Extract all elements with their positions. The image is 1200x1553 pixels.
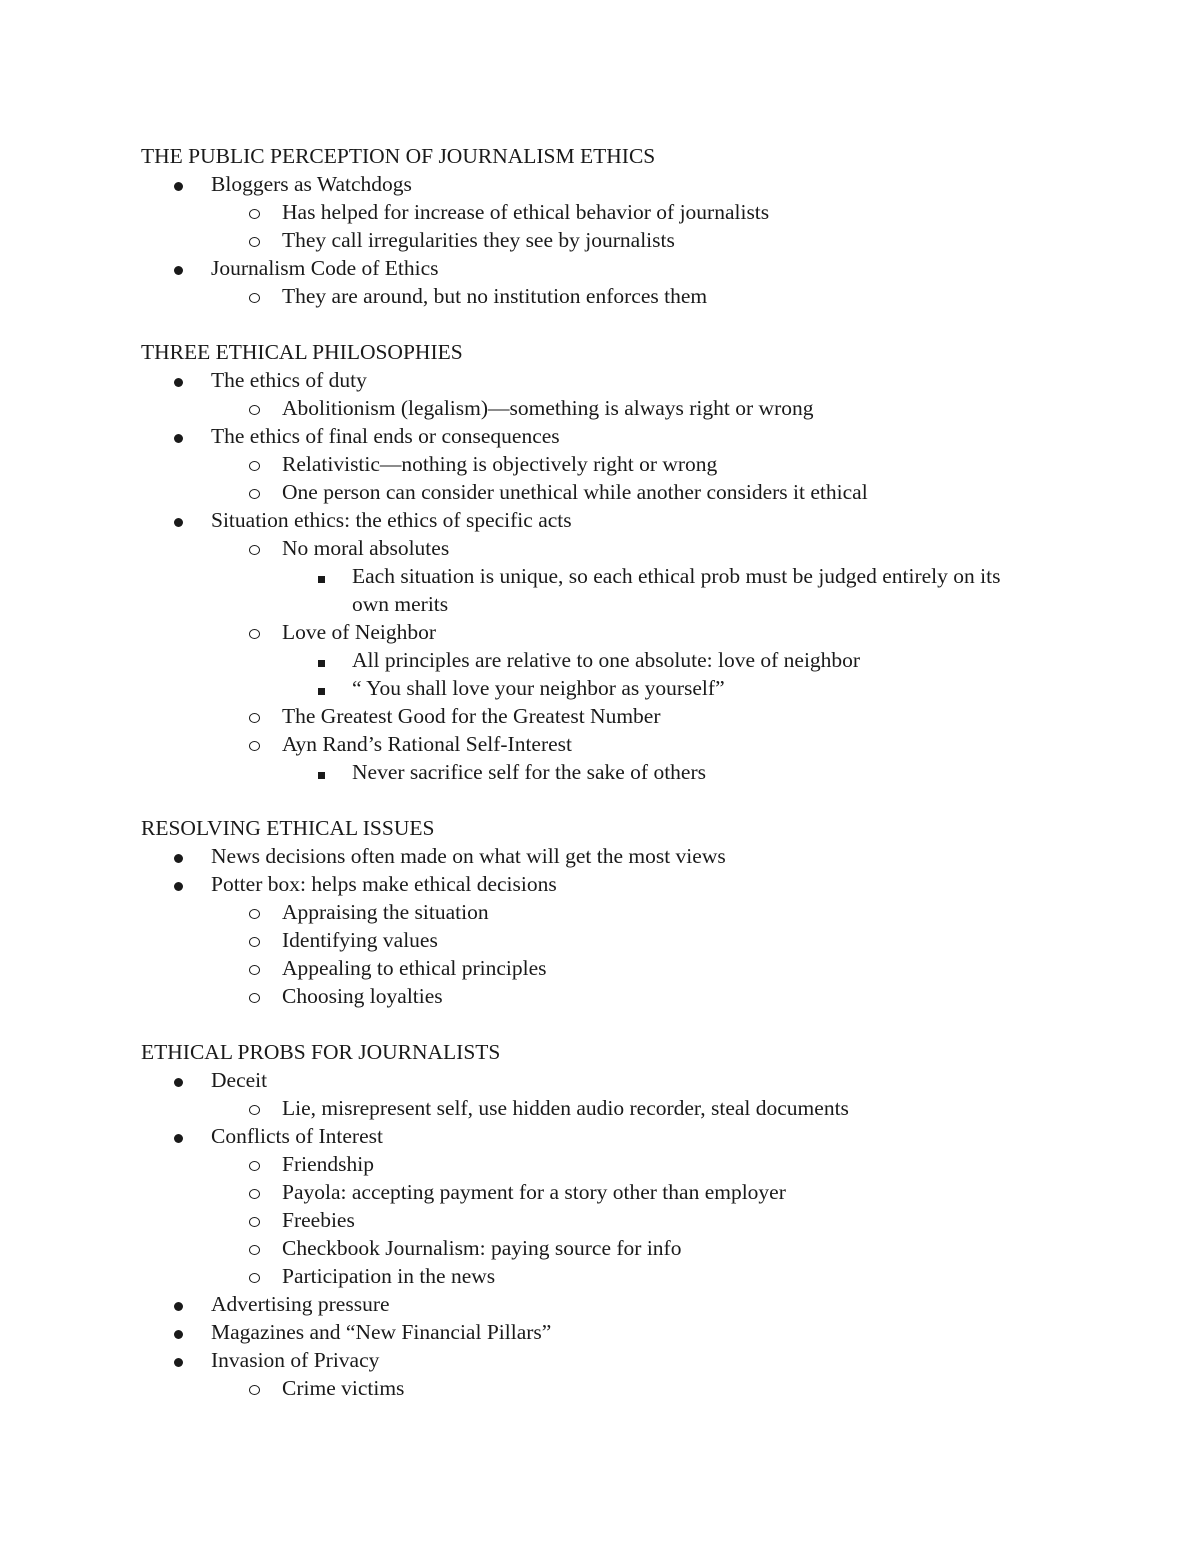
section-heading: THREE ETHICAL PHILOSOPHIES bbox=[141, 340, 463, 364]
outline-level-3 bbox=[0, 758, 1200, 786]
document-body bbox=[0, 142, 1200, 1430]
list-item bbox=[0, 1066, 1200, 1122]
list-item bbox=[0, 562, 1200, 618]
list-item-text: The ethics of duty bbox=[211, 368, 367, 392]
bullet-circle-icon bbox=[249, 226, 260, 254]
bullet-circle-icon bbox=[249, 450, 260, 478]
outline-level-2 bbox=[0, 394, 1200, 422]
bullet-square-icon bbox=[318, 562, 325, 590]
list-item bbox=[0, 1262, 1200, 1290]
list-item-text: The ethics of final ends or consequences bbox=[211, 424, 560, 448]
bullet-circle-icon bbox=[249, 702, 260, 730]
bullet-circle-icon bbox=[249, 730, 260, 758]
list-item-text: Identifying values bbox=[282, 928, 438, 952]
list-item bbox=[0, 534, 1200, 618]
list-item bbox=[0, 394, 1200, 422]
bullet-circle-icon bbox=[249, 282, 260, 310]
bullet-dot-icon bbox=[174, 1346, 183, 1374]
bullet-circle-icon bbox=[249, 982, 260, 1010]
list-item bbox=[0, 1374, 1200, 1402]
bullet-circle-icon bbox=[249, 954, 260, 982]
list-item-text: Magazines and “New Financial Pillars” bbox=[211, 1320, 552, 1344]
list-item bbox=[0, 450, 1200, 478]
outline-level-1 bbox=[0, 842, 1200, 1010]
bullet-circle-icon bbox=[249, 618, 260, 646]
bullet-dot-icon bbox=[174, 170, 183, 198]
list-item-text: Crime victims bbox=[282, 1376, 405, 1400]
list-item-text: Journalism Code of Ethics bbox=[211, 256, 439, 280]
list-item-text: Never sacrifice self for the sake of others bbox=[352, 760, 706, 784]
bullet-dot-icon bbox=[174, 1318, 183, 1346]
list-item-text: Abolitionism (legalism)—something is always right or wrong bbox=[282, 396, 814, 420]
list-item bbox=[0, 366, 1200, 422]
list-item bbox=[0, 618, 1200, 702]
list-item-text: They call irregularities they see by journalists bbox=[282, 228, 675, 252]
bullet-circle-icon bbox=[249, 478, 260, 506]
bullet-circle-icon bbox=[249, 1094, 260, 1122]
outline-level-3 bbox=[0, 646, 1200, 702]
list-item bbox=[0, 954, 1200, 982]
bullet-square-icon bbox=[318, 758, 325, 786]
list-item-text: Situation ethics: the ethics of specific acts bbox=[211, 508, 572, 532]
list-item-text: They are around, but no institution enforces them bbox=[282, 284, 708, 308]
list-item-text: Choosing loyalties bbox=[282, 984, 443, 1008]
list-item-text: Payola: accepting payment for a story other than employer bbox=[282, 1180, 786, 1204]
list-item bbox=[0, 842, 1200, 870]
list-item-text: Participation in the news bbox=[282, 1264, 496, 1288]
list-item bbox=[0, 1206, 1200, 1234]
list-item-text: Advertising pressure bbox=[211, 1292, 390, 1316]
bullet-square-icon bbox=[318, 646, 325, 674]
bullet-dot-icon bbox=[174, 1066, 183, 1094]
list-item bbox=[0, 674, 1200, 702]
bullet-circle-icon bbox=[249, 534, 260, 562]
list-item bbox=[0, 702, 1200, 730]
bullet-circle-icon bbox=[249, 1150, 260, 1178]
list-item bbox=[0, 898, 1200, 926]
outline-level-2 bbox=[0, 1150, 1200, 1290]
outline-level-2 bbox=[0, 1094, 1200, 1122]
list-item-text: Potter box: helps make ethical decisions bbox=[211, 872, 557, 896]
list-item-text: Friendship bbox=[282, 1152, 374, 1176]
list-item bbox=[0, 1318, 1200, 1346]
outline-level-3 bbox=[0, 562, 1200, 618]
bullet-circle-icon bbox=[249, 1178, 260, 1206]
list-item-text: Deceit bbox=[211, 1068, 268, 1092]
bullet-dot-icon bbox=[174, 1290, 183, 1318]
bullet-circle-icon bbox=[249, 1206, 260, 1234]
list-item bbox=[0, 646, 1200, 674]
list-item bbox=[0, 478, 1200, 506]
bullet-dot-icon bbox=[174, 506, 183, 534]
section-heading: THE PUBLIC PERCEPTION OF JOURNALISM ETHICS bbox=[141, 144, 656, 168]
list-item bbox=[0, 1178, 1200, 1206]
outline-level-1 bbox=[0, 170, 1200, 310]
bullet-dot-icon bbox=[174, 870, 183, 898]
bullet-dot-icon bbox=[174, 842, 183, 870]
list-item bbox=[0, 1234, 1200, 1262]
outline-level-2 bbox=[0, 534, 1200, 786]
bullet-dot-icon bbox=[174, 254, 183, 282]
list-item-text: Freebies bbox=[282, 1208, 355, 1232]
bullet-circle-icon bbox=[249, 198, 260, 226]
list-item-text: Bloggers as Watchdogs bbox=[211, 172, 412, 196]
list-item bbox=[0, 1150, 1200, 1178]
list-item-text: All principles are relative to one absolute: love of neighbor bbox=[352, 648, 861, 672]
section bbox=[0, 142, 1200, 310]
list-item-text: No moral absolutes bbox=[282, 536, 450, 560]
list-item bbox=[0, 506, 1200, 786]
outline-level-1 bbox=[0, 1066, 1200, 1402]
bullet-circle-icon bbox=[249, 1374, 260, 1402]
outline-level-2 bbox=[0, 282, 1200, 310]
section bbox=[0, 338, 1200, 786]
outline-level-2 bbox=[0, 450, 1200, 506]
list-item bbox=[0, 282, 1200, 310]
list-item bbox=[0, 198, 1200, 226]
list-item-text: Appealing to ethical principles bbox=[282, 956, 547, 980]
list-item bbox=[0, 226, 1200, 254]
outline-level-1 bbox=[0, 366, 1200, 786]
list-item-text: Love of Neighbor bbox=[282, 620, 437, 644]
list-item-text: Has helped for increase of ethical behavior of journalists bbox=[282, 200, 770, 224]
outline-level-2 bbox=[0, 1374, 1200, 1402]
outline-level-2 bbox=[0, 898, 1200, 1010]
list-item-text: Checkbook Journalism: paying source for info bbox=[282, 1236, 682, 1260]
list-item-text: News decisions often made on what will get the most views bbox=[211, 844, 726, 868]
list-item-text: Ayn Rand’s Rational Self-Interest bbox=[282, 732, 573, 756]
list-item-text: Each situation is unique, so each ethical prob must be judged entirely on its own merits bbox=[352, 564, 1001, 616]
list-item bbox=[0, 730, 1200, 786]
section-heading: ETHICAL PROBS FOR JOURNALISTS bbox=[141, 1040, 501, 1064]
list-item bbox=[0, 1290, 1200, 1318]
bullet-circle-icon bbox=[249, 394, 260, 422]
list-item bbox=[0, 982, 1200, 1010]
list-item-text: Conflicts of Interest bbox=[211, 1124, 383, 1148]
list-item-text: Lie, misrepresent self, use hidden audio recorder, steal documents bbox=[282, 1096, 849, 1120]
list-item-text: Relativistic—nothing is objectively right or wrong bbox=[282, 452, 718, 476]
section-heading: RESOLVING ETHICAL ISSUES bbox=[141, 816, 435, 840]
bullet-circle-icon bbox=[249, 926, 260, 954]
bullet-dot-icon bbox=[174, 422, 183, 450]
bullet-dot-icon bbox=[174, 1122, 183, 1150]
bullet-square-icon bbox=[318, 674, 325, 702]
list-item bbox=[0, 926, 1200, 954]
list-item-text: Invasion of Privacy bbox=[211, 1348, 380, 1372]
list-item-text: The Greatest Good for the Greatest Number bbox=[282, 704, 661, 728]
list-item bbox=[0, 254, 1200, 310]
section bbox=[0, 1038, 1200, 1402]
list-item bbox=[0, 1094, 1200, 1122]
list-item-text: One person can consider unethical while another considers it ethical bbox=[282, 480, 868, 504]
list-item bbox=[0, 1122, 1200, 1290]
bullet-circle-icon bbox=[249, 1234, 260, 1262]
list-item bbox=[0, 870, 1200, 1010]
bullet-circle-icon bbox=[249, 898, 260, 926]
list-item bbox=[0, 170, 1200, 254]
list-item bbox=[0, 758, 1200, 786]
list-item bbox=[0, 1346, 1200, 1402]
bullet-circle-icon bbox=[249, 1262, 260, 1290]
bullet-dot-icon bbox=[174, 366, 183, 394]
outline-level-2 bbox=[0, 198, 1200, 254]
section bbox=[0, 814, 1200, 1010]
list-item bbox=[0, 422, 1200, 506]
list-item-text: Appraising the situation bbox=[282, 900, 489, 924]
list-item-text: “ You shall love your neighbor as yourself” bbox=[352, 676, 725, 700]
